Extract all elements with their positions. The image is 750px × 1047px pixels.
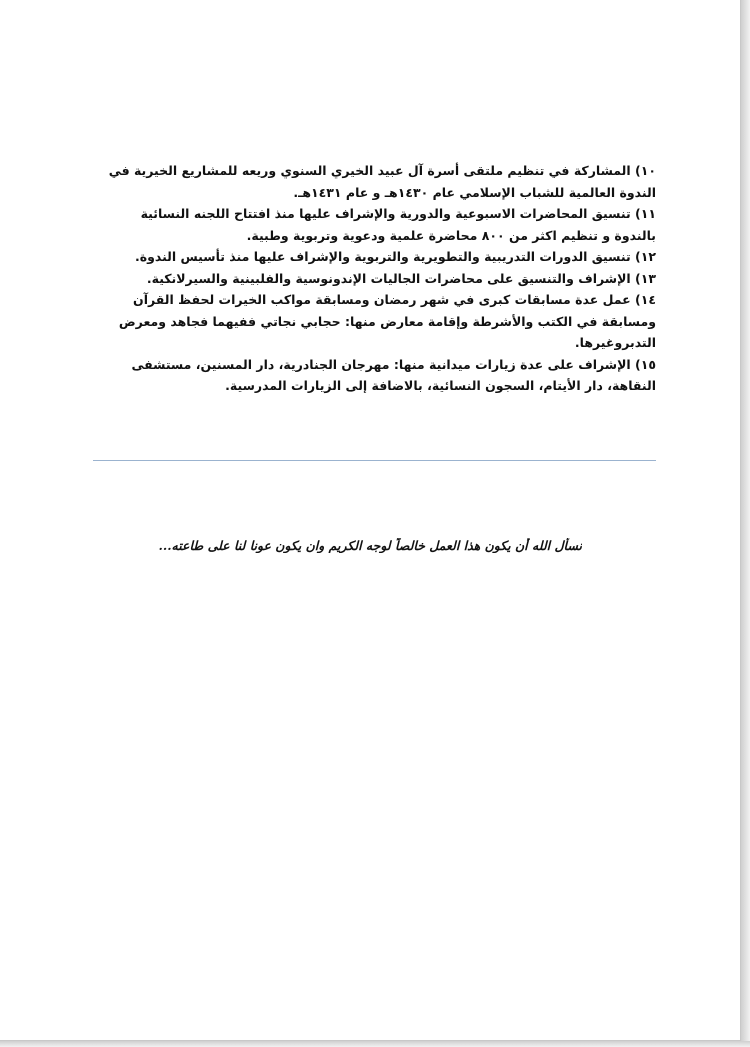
achievements-list bbox=[96, 160, 656, 397]
list-item-10: ١٠) المشاركة في تنظيم ملتقى أسرة آل عبيد الخيري السنوي وريعه للمشاريع الخيرية في الندوة العالمية للشباب الإسلامي عام ١٤٣٠هـ و عام ١٤٣١هـ. bbox=[108, 163, 656, 200]
closing-prayer: نسأل الله أن يكون هذا العمل خالصاً لوجه الكريم وان يكون عونا لنا على طاعته... bbox=[158, 538, 582, 553]
page-shadow-right bbox=[741, 0, 750, 1047]
list-item-11: ١١) تنسيق المحاضرات الاسبوعية والدورية والإشراف عليها منذ افتتاح اللجنه النسائية بالندوة و تنظيم اكثر من ٨٠٠ محاضرة علمية ودعوية وتربوية وطبية. bbox=[140, 206, 656, 243]
section-divider bbox=[93, 460, 656, 461]
list-item-13: ١٣) الإشراف والتنسيق على محاضرات الجاليات الإندونوسية والفلبينية والسيرلانكية. bbox=[146, 270, 656, 286]
list-item-14: ١٤) عمل عدة مسابقات كبرى في شهر رمضان ومسابقة مواكب الخيرات لحفظ القرآن ومسابقة في الكتب والأشرطة وإقامة معارض منها: حجابي نجاتي ففيهما فجاهد ومعرض التدبروغيرها. bbox=[118, 292, 656, 350]
list-item-12: ١٢) تنسيق الدورات التدريبية والتطويرية والتربوية والإشراف عليها منذ تأسيس الندوة. bbox=[134, 249, 656, 264]
page-shadow-bottom bbox=[0, 1041, 750, 1047]
list-item-15: ١٥) الإشراف على عدة زيارات ميدانية منها: مهرجان الجنادرية، دار المسنين، مستشفى النقاهة، دار الأيتام، السجون النسائية، بالاضافة إلى الزيارات المدرسية. bbox=[131, 356, 656, 393]
